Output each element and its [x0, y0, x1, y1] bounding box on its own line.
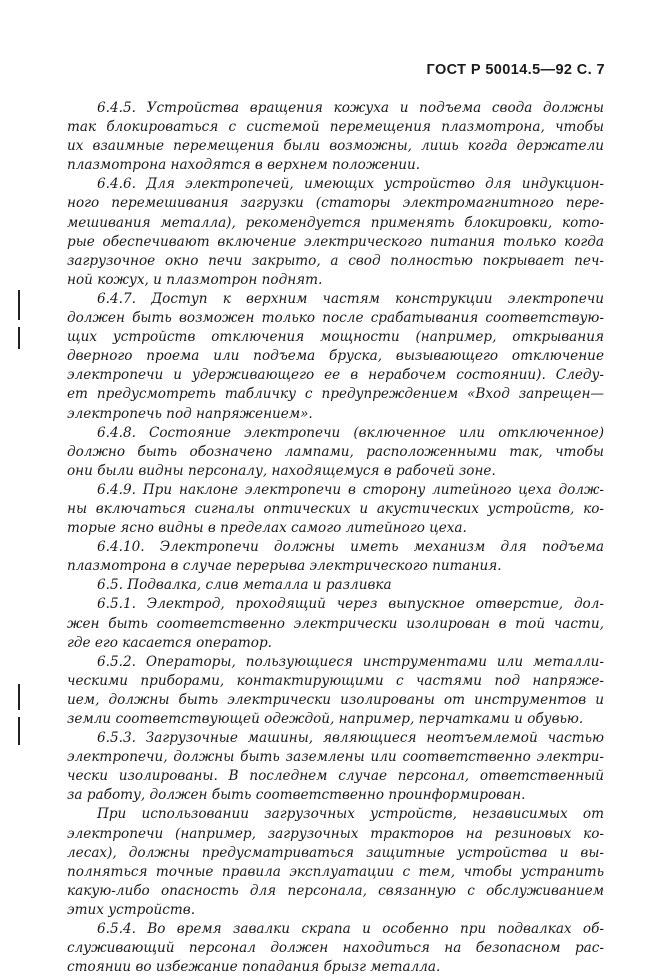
text-line: мешивания металла), рекомендуется применять блокировки, кото- — [67, 214, 604, 231]
text-line: электропечи (например, загрузочных тракторов на резиновых ко- — [67, 825, 604, 842]
text-line: 6.4.6. Для электропечей, имеющих устройство для индукцион- — [97, 176, 604, 193]
text-line: так блокироваться с системой перемещения плазмотрона, чтобы — [67, 119, 604, 136]
text-line: земли соответствующей одеждой, например, перчатками и обувью. — [67, 711, 584, 727]
text-line: дверного проема или подъема бруска, вызывающего отключение — [67, 348, 604, 365]
text-line: плазмотрона в случае перерыва электрического питания. — [67, 558, 502, 575]
body-text — [67, 99, 604, 977]
text-line: где его касается оператор. — [67, 634, 272, 651]
revision-bar — [18, 717, 20, 745]
text-line: 6.5.4. Во время завалки скрапа и особенно при подвалках об- — [97, 921, 604, 938]
text-line: этих устройств. — [67, 901, 196, 918]
text-line: ны включаться сигналы оптических и акустических устройств, ко- — [67, 500, 604, 517]
revision-bar — [18, 290, 20, 320]
revision-bar — [18, 327, 20, 349]
text-line: плазмотрона находятся в верхнем положении. — [67, 157, 421, 174]
text-line: электропечи, должны быть заземлены или соответственно электри- — [67, 749, 604, 766]
text-line: должен быть возможен только после срабатывания соответствую- — [67, 310, 604, 327]
revision-bar — [18, 684, 20, 710]
text-line: ием, должны быть электрически изолированы от инструментов и — [67, 691, 604, 708]
text-line: жен быть соответственно электрически изолирован в той части, — [67, 615, 604, 632]
text-line: полняться точные правила эксплуатации с тем, чтобы устранить — [67, 863, 604, 880]
text-line: стоянии во избежание попадания брызг металла. — [67, 959, 441, 976]
text-line: 6.4.8. Состояние электропечи (включенное или отключенное) — [97, 424, 604, 441]
text-line: 6.5.3. Загрузочные машины, являющиеся неотъемлемой частью — [97, 730, 604, 747]
text-line: должно быть обозначено лампами, расположенными так, чтобы — [67, 443, 604, 460]
text-line: электропечи и удерживающего ее в нерабочем состоянии). Следу- — [67, 367, 604, 384]
text-line: ет предусмотреть табличку с предупреждением «Вход запрещен— — [67, 386, 604, 403]
text-line: торые ясно видны в пределах самого литейного цеха. — [67, 520, 467, 537]
text-line: щих устройств отключения мощности (например, открывания — [67, 329, 604, 346]
text-line: за работу, должен быть соответственно проинформирован. — [67, 787, 526, 804]
text-line: загрузочное окно печи закрыто, а свод полностью покрывает печ- — [67, 252, 604, 269]
text-line: 6.5.1. Электрод, проходящий через выпускное отверстие, дол- — [97, 596, 604, 613]
text-line: электропечь под напряжением». — [67, 405, 313, 422]
text-line: 6.4.5. Устройства вращения кожуха и подъема свода должны — [97, 100, 604, 116]
text-line: ческими приборами, контактирующими с частями под напряже- — [67, 672, 604, 689]
text-line: чески изолированы. В последнем случае персонал, ответственный — [67, 768, 604, 785]
text-line: 6.5.2. Операторы, пользующиеся инструментами или металли- — [97, 653, 604, 670]
text-line: служивающий персонал должен находиться на безопасном рас- — [67, 940, 604, 957]
text-line: 6.4.7. Доступ к верхним частям конструкции электропечи — [97, 290, 604, 307]
text-line: ной кожух, и плазмотрон поднят. — [67, 271, 323, 288]
text-line: лесах), должны предусматриваться защитные устройства и вы- — [67, 844, 604, 861]
text-line: они были видны персоналу, находящемуся в рабочей зоне. — [67, 462, 496, 479]
text-line: 6.5. Подвалка, слив металла и разливка — [97, 577, 392, 594]
text-line: ного перемешивания загрузки (статоры электромагнитного пере- — [67, 195, 604, 212]
text-line: какую-либо опасность для персонала, связанную с обслуживанием — [67, 882, 604, 899]
text-line: рые обеспечивают включение электрического питания только когда — [67, 233, 604, 250]
text-line: 6.4.10. Электропечи должны иметь механизм для подъема — [97, 539, 604, 556]
running-header: ГОСТ Р 50014.5—92 С. 7 — [426, 62, 605, 78]
text-line: 6.4.9. При наклоне электропечи в сторону литейного цеха долж- — [97, 481, 604, 498]
text-line: их взаимные перемещения были возможны, лишь когда держатели — [67, 138, 604, 155]
text-line: При использовании загрузочных устройств, независимых от — [97, 806, 604, 823]
